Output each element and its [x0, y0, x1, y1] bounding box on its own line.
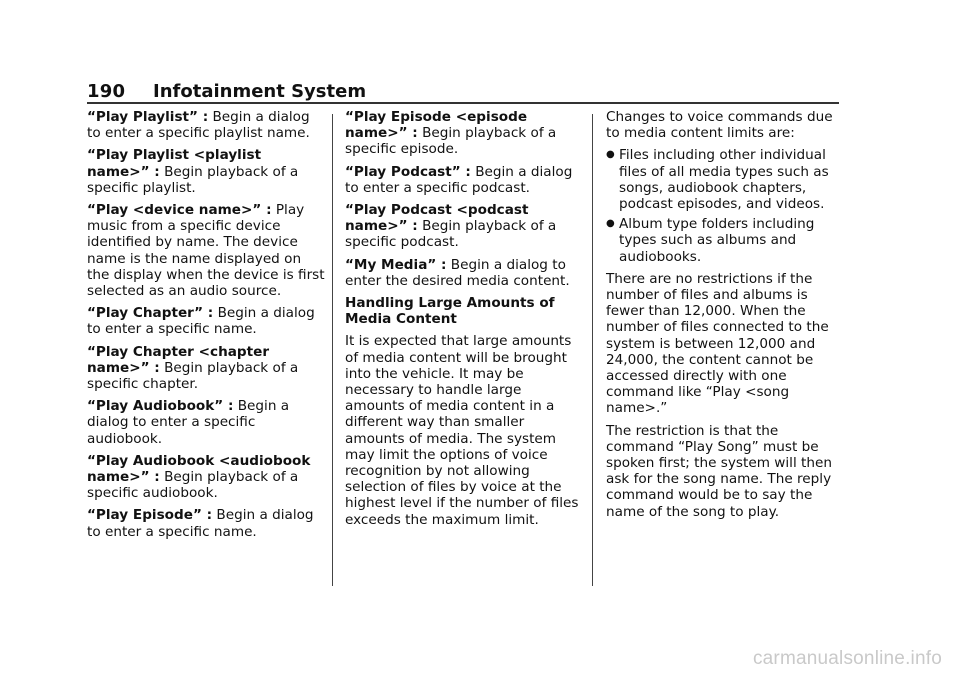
command-description: Begin a dialog to enter a specific name. [87, 305, 315, 338]
section-title: Infotainment System [153, 81, 367, 102]
list-item-text: Files including other individual files of all media types such as songs, audiobook chapters, podcast episodes, and videos. [619, 147, 829, 213]
bullet-list [606, 147, 842, 264]
list-item [606, 216, 842, 265]
command-entry [87, 147, 325, 196]
command-entry [87, 202, 325, 299]
body-paragraph: There are no restrictions if the number of files and albums is fewer than 12,000. When the number of files connected to the system is between 12,000 and 24,000, the content cannot be accessed directly with one command like “Play <song name>.” [606, 270, 829, 417]
command-name: “Play Playlist <playlist name>” : [87, 147, 262, 180]
command-entry [345, 257, 583, 289]
command-name: “Play Chapter” : [87, 305, 214, 322]
body-paragraph: It is expected that large amounts of media content will be brought into the vehicle. It may be necessary to handle large amounts of media content in a different way than smaller amounts of media. The system may limit the options of voice recognition by not allowing selection of files by voice at the highest level if the number of files exceeds the maximum limit. [345, 333, 579, 528]
command-name: “Play Audiobook” : [87, 398, 234, 415]
list-item-text: Album type folders including types such as albums and audiobooks. [619, 216, 815, 265]
command-description: Begin a dialog to enter the desired media content. [345, 256, 570, 289]
command-name: “Play Podcast” : [345, 163, 471, 180]
command-description: Begin a dialog to enter a specific name. [87, 507, 314, 540]
command-name: “Play Chapter <chapter name>” : [87, 343, 270, 376]
command-description: Begin playback of a specific chapter. [87, 359, 299, 393]
command-description: Begin playback of a specific audiobook. [87, 469, 299, 502]
command-entry [87, 305, 325, 337]
page-header [87, 81, 839, 103]
command-name: “Play Episode” : [87, 507, 213, 524]
list-item [606, 147, 842, 212]
command-name: “Play Audiobook <audiobook name>” : [87, 452, 311, 486]
bullet-icon: ● [606, 218, 615, 230]
command-entry [87, 507, 325, 539]
command-entry [87, 344, 325, 393]
section-heading: Handling Large Amounts of Media Content [345, 295, 555, 328]
command-description: Begin a dialog to enter a specific playlist name. [87, 109, 310, 142]
watermark: carmanualsonline.info [752, 648, 942, 669]
command-name: “Play Playlist” : [87, 109, 209, 125]
page-number: 190 [87, 81, 126, 102]
command-description: Begin a dialog to enter a specific podcast. [345, 163, 573, 196]
command-entry [87, 453, 325, 502]
command-entry [345, 164, 583, 196]
column-divider-2 [592, 114, 593, 586]
column-1 [87, 109, 325, 546]
column-divider-1 [332, 114, 333, 586]
column-2 [345, 109, 583, 534]
command-description: Play music from a specific device identified by name. The device name is the name displayed on the display when the device is first selected as an audio source. [87, 202, 325, 300]
command-entry [87, 109, 325, 141]
bullet-icon: ● [606, 149, 615, 161]
command-description: Begin playback of a specific podcast. [345, 218, 557, 251]
command-entry [345, 202, 583, 251]
command-description: Begin a dialog to enter a specific audiobook. [87, 398, 290, 447]
body-paragraph: The restriction is that the command “Play Song” must be spoken first; the system will then ask for the song name. The reply command would be to say the name of the song to play. [606, 422, 832, 520]
command-description: Begin playback of a specific episode. [345, 125, 557, 158]
command-entry [87, 398, 325, 447]
command-name: “Play <device name>” : [87, 202, 272, 219]
command-name: “Play Podcast <podcast name>” : [345, 202, 529, 235]
intro-paragraph: Changes to voice commands due to media content limits are: [606, 109, 833, 142]
command-entry [345, 109, 583, 158]
header-divider [87, 102, 839, 104]
command-description: Begin playback of a specific playlist. [87, 163, 299, 196]
command-name: “Play Episode <episode name>” : [345, 109, 528, 142]
column-3 [606, 109, 842, 526]
command-name: “My Media” : [345, 256, 447, 273]
